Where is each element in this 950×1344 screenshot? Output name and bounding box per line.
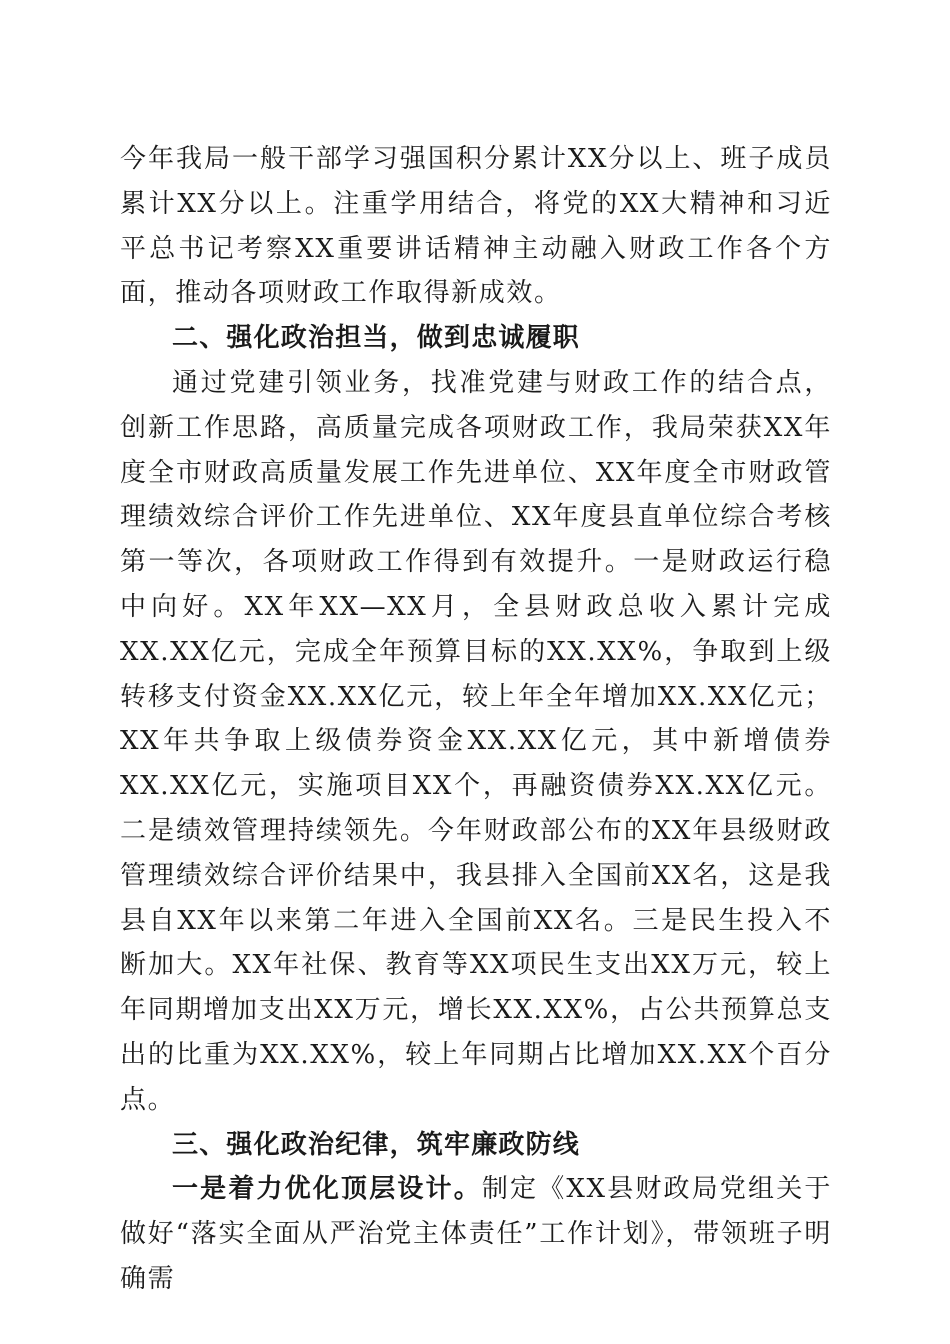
- section-heading-two: 二、强化政治担当，做到忠诚履职: [172, 323, 581, 354]
- document-body: [120, 137, 832, 1302]
- paragraph-lead-phrase: 一是着力优化顶层设计。: [172, 1174, 482, 1205]
- paragraph-study-points: 今年我局一般干部学习强国积分累计XX分以上、班子成员累计XX分以上。注重学用结合，将党的XX大精神和习近平总书记考察XX重要讲话精神主动融入财政工作各个方面，推动各项财政工作取得新成效。: [120, 144, 832, 309]
- paragraph-lead-body: 制定《XX县财政局党组关于做好“落实全面从严治党主体责任”工作计划》，带领班子明确需: [120, 1174, 832, 1294]
- paragraph-top-level-design: [120, 1167, 832, 1301]
- section-heading-three: 三、强化政治纪律，筑牢廉政防线: [172, 1129, 581, 1160]
- paragraph-political-responsibility: 通过党建引领业务，找准党建与财政工作的结合点，创新工作思路，高质量完成各项财政工作，我局荣获XX年度全市财政高质量发展工作先进单位、XX年度全市财政管理绩效综合评价工作先进单位、XX年度县直单位综合考核第一等次，各项财政工作得到有效提升。一是财政运行稳中向好。XX年XX—XX月，全县财政总收入累计完成XX.XX亿元，完成全年预算目标的XX.XX%，争取到上级转移支付资金XX.XX亿元，较上年全年增加XX.XX亿元；XX年共争取上级债券资金XX.XX亿元，其中新增债券XX.XX亿元，实施项目XX个，再融资债券XX.XX亿元。二是绩效管理持续领先。今年财政部公布的XX年县级财政管理绩效综合评价结果中，我县排入全国前XX名，这是我县自XX年以来第二年进入全国前XX名。三是民生投入不断加大。XX年社保、教育等XX项民生支出XX万元，较上年同期增加支出XX万元，增长XX.XX%，占公共预算总支出的比重为XX.XX%，较上年同期占比增加XX.XX个百分点。: [120, 367, 832, 1115]
